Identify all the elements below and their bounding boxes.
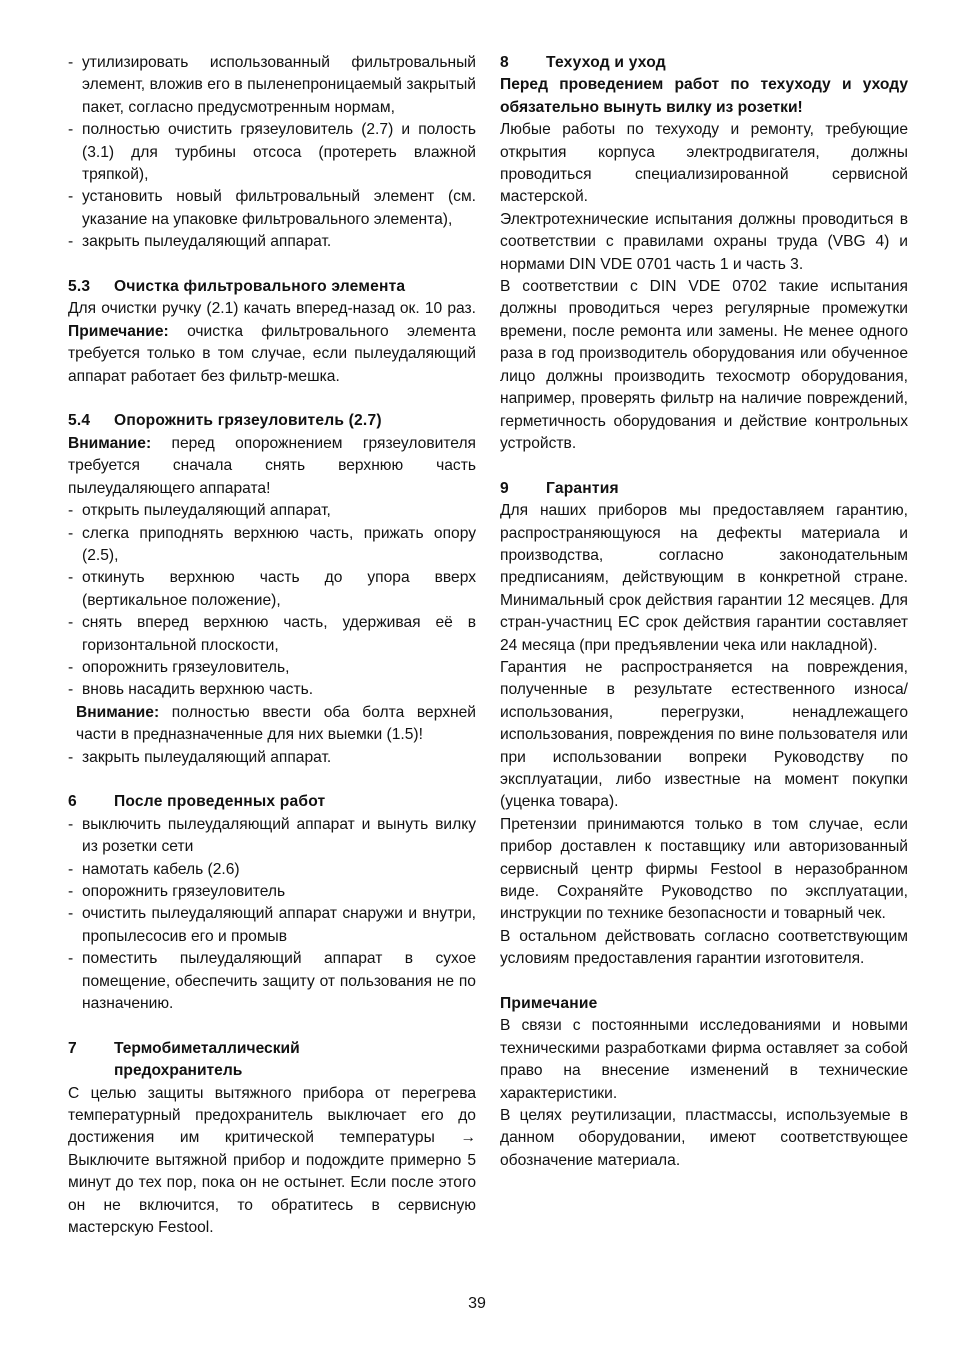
section-heading-7: 7 Термобиметаллический предохранитель	[68, 1039, 300, 1080]
section-heading-9: 9 Гарантия	[500, 479, 619, 497]
list-item: - снять вперед верхнюю часть, удерживая её в горизонтальной плоскости,	[68, 614, 476, 654]
paragraph: В соответствии с DIN VDE 0702 такие испытания должны проводиться через регулярные промежутки времени, после ремонта или замены. Не менее одного раза в год производитель оборудования или обученное лицо должны производить техосмотр оборудования, например, проверять фильтр на наличие повреждений, герметичность оборудования и действие контрольных устройств.	[500, 278, 908, 452]
paragraph: В остальном действовать согласно соответствующим условиям предоставления гарантии изготовителя.	[500, 927, 908, 968]
list-item: - откинуть верхнюю часть до упора вверх (вертикальное положение),	[68, 569, 476, 609]
page-number: 39	[468, 1295, 486, 1312]
arrow-right-icon: →	[460, 1129, 476, 1147]
list-item: - установить новый фильтровальный элемент (см. указание на упаковке фильтровального элемента),	[68, 188, 476, 228]
paragraph: В связи с постоянными исследованиями и новыми техническими разработками фирма оставляет за собой право на внесение изменений в технические характеристики.	[500, 1017, 908, 1102]
section-5-4-warning: Внимание: перед опорожнением грязеуловителя требуется сначала снять верхнюю часть пылеудаляющего аппарата!	[68, 434, 476, 497]
section-heading-note: Примечание	[500, 995, 598, 1013]
paragraph: Гарантия не распространяется на повреждения, полученные в результате естественного износа/ использования, перегрузки, ненадлежащего использования, повреждения по вине пользователя или при использовании вопреки Руководству по эксплуатации, либо известные на момент покупки (уценка товара).	[500, 658, 908, 811]
list-item: - закрыть пылеудаляющий аппарат.	[68, 233, 332, 251]
list-item: - поместить пылеудаляющий аппарат в сухое помещение, обеспечить защиту от пользования не по назначению.	[68, 950, 476, 1013]
list-item: - открыть пылеудаляющий аппарат,	[68, 502, 331, 520]
section-5-3-text: Для очистки ручку (2.1) качать вперед-назад ок. 10 раз. Примечание: очистка фильтровального элемента требуется только в том случае, если пылеудаляющий аппарат работает без фильтр-мешка.	[68, 300, 476, 385]
list-item: - утилизировать использованный фильтровальный элемент, вложив его в пыленепроницаемый закрытый пакет, согласно предусмотренным нормам,	[68, 54, 476, 116]
list-item: - закрыть пылеудаляющий аппарат.	[68, 748, 332, 766]
list-item: - слегка приподнять верхнюю часть, прижать опору (2.5),	[68, 524, 476, 564]
list-item: - опорожнить грязеуловитель	[68, 882, 286, 900]
section-8-warning: Перед проведением работ по техуходу и уходу обязательно вынуть вилку из розетки!	[500, 76, 908, 116]
paragraph: Претензии принимаются только в том случае, если прибор доставлен к поставщику или авторизованный сервисный центр фирмы Festool в неразобранном виде. Сохраняйте Руководство по эксплуатации, инструкции по технике безопасности и товарный чек.	[500, 815, 908, 923]
paragraph: Электротехнические испытания должны проводиться в соответствии с правилами охраны труда (VBG 4) и нормами DIN VDE 0701 часть 1 и часть 3.	[500, 210, 908, 273]
paragraph: Для наших приборов мы предоставляем гарантию, распространяющуюся на дефекты материала и производства, согласно законодательным предписаниям, действующим в конкретной стране. Минимальный срок действия гарантии 12 месяцев. Для стран-участниц ЕС срок действия гарантии составляет 24 месяца (при предъявлении чека или накладной).	[500, 502, 908, 654]
section-7-text: С целью защиты вытяжного прибора от перегрева температурный предохранитель выключает его до достижения им критической температуры → Выключите вытяжной прибор и подождите примерно 5 минут до тех пор, пока он не остынет. Если после этого он не включится, то обратитесь в сервисную мастерскую Festool.	[68, 1084, 476, 1237]
list-item: - полностью очистить грязеуловитель (2.7) и полость (3.1) для турбины отсоса (протереть влажной тряпкой),	[68, 121, 476, 184]
list-item: - очистить пылеудаляющий аппарат снаружи и внутри, пропылесосив его и промыв	[68, 905, 476, 945]
section-heading-6: 6 После проведенных работ	[68, 793, 326, 811]
list-item: - опорожнить грязеуловитель,	[68, 658, 290, 676]
list-item: - вновь насадить верхнюю часть.	[68, 681, 314, 699]
right-column	[500, 52, 908, 1172]
section-heading-5-4: 5.4 Опорожнить грязеуловитель (2.7)	[68, 412, 382, 430]
list-item: - намотать кабель (2.6)	[68, 860, 240, 878]
section-heading-8: 8 Техуход и уход	[500, 54, 666, 71]
list-item: - выключить пылеудаляющий аппарат и вынуть вилку из розетки сети	[68, 815, 476, 856]
section-5-4-warning-2: Внимание: полностью ввести оба болта верхней части в предназначенные для них выемки (1.5)!	[76, 703, 476, 744]
paragraph: В целях реутилизации, пластмассы, используемые в данном оборудовании, имеют соответствующее обозначение материала.	[500, 1107, 908, 1169]
section-heading-5-3: 5.3 Очистка фильтровального элемента	[68, 278, 406, 296]
paragraph: Любые работы по техуходу и ремонту, требующие открытия корпуса электродвигателя, должны проводиться специализированной сервисной мастерской.	[500, 121, 908, 206]
left-column	[68, 52, 476, 1239]
